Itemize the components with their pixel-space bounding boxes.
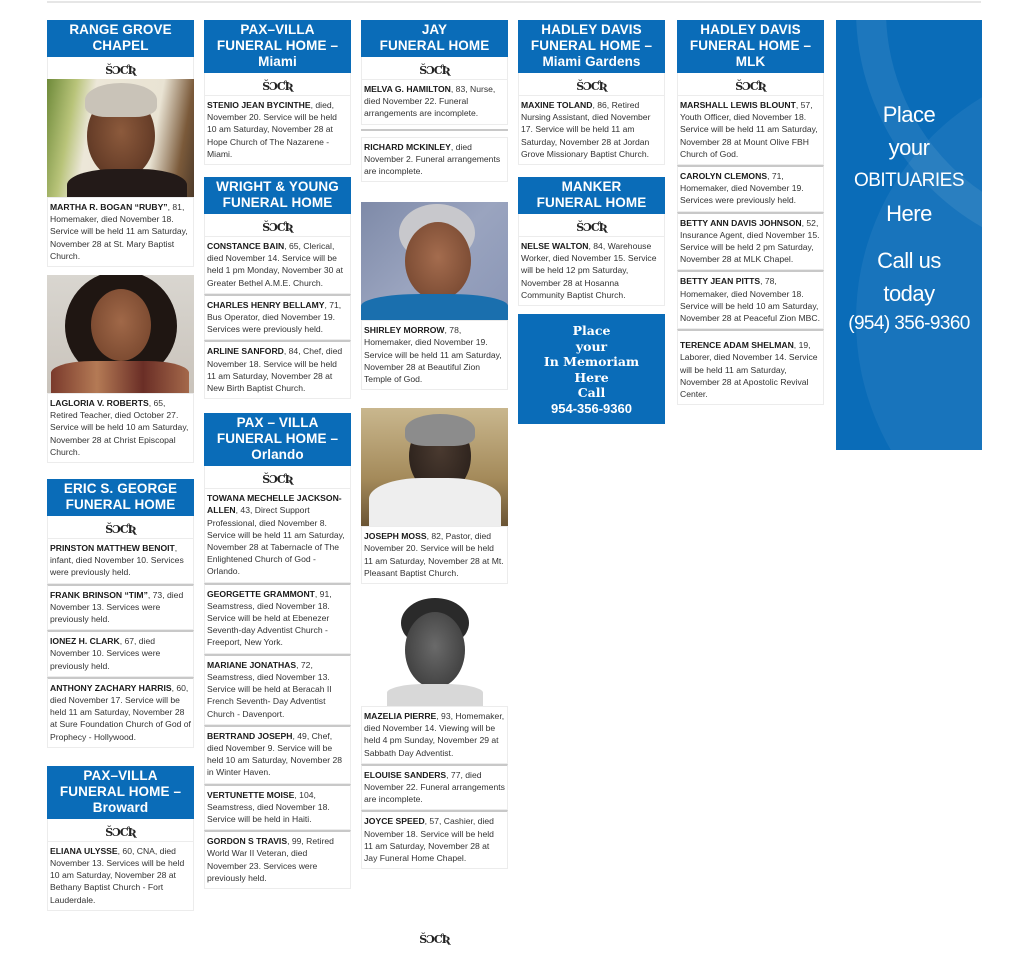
ornament-icon: ŠƆƇƦ [262,80,293,93]
ad-line: today [883,281,935,306]
header-line: PAX–VILLA [240,22,315,37]
obituary-text: , 71, Bus Operator, died November 19. Services were previously held. [207,299,342,335]
header-line: HADLEY DAVIS [541,22,642,37]
obituary-entry [47,584,194,631]
obituary-entry [204,583,351,654]
ornament-icon: ŠƆƇƦ [105,64,136,77]
header-line: MLK [735,54,766,69]
ornament-box [204,466,351,488]
ad-line: Place [882,102,936,127]
deceased-name: BERTRAND JOSEPH [207,730,293,741]
funeral-home-header [47,479,194,516]
column-2 [204,20,351,889]
ad-line: your [575,338,608,354]
ad-line: Place [572,323,611,339]
header-line: JAY [421,22,448,37]
obituary-entry [47,197,194,267]
header-line: ERIC S. GEORGE [63,481,178,497]
deceased-name: NELSE WALTON [521,241,589,252]
obituary-entry [677,212,824,271]
obituary-entry [518,236,665,306]
ornament-icon: ŠƆƇƦ [105,523,136,537]
deceased-name: BETTY JEAN PITTS [680,276,761,287]
deceased-name: JOSEPH MOSS [364,531,427,542]
header-line: FUNERAL HOME – [689,38,812,53]
obituary-text: , 78, Homemaker, died November 18. Service will be held 10 am Saturday, November 28 at Peaceful Zion MBC. [680,276,820,324]
obituary-text: , 71, Homemaker, died November 19. Services were previously held. [680,171,804,206]
header-line: CHAPEL [92,38,149,53]
obituary-entry [518,95,665,165]
column-3 [361,20,508,869]
ornament-box [518,73,665,95]
header-line: FUNERAL HOME [379,38,490,53]
ornament-box [47,57,194,79]
column-4 [518,20,665,424]
deceased-name: GEORGETTE GRAMMONT [207,588,315,599]
header-line: FUNERAL HOME [536,195,647,211]
funeral-home-header [518,20,665,73]
obituary-text: , 60, CNA, died November 13. Services will be held 10 am Saturday, November 28 at Bethany Baptist Church - Fort Lauderdale. [50,845,185,905]
obituary-text: , 99, Retired World War II Veteran, died November 23. Services were previously held. [207,836,334,883]
column-1 [47,20,194,911]
header-line: Broward [92,799,149,815]
obituary-entry [47,538,194,584]
obituary-entry [204,784,351,831]
obituary-text: , 72, Seamstress, died November 13. Service will be held at Beracah II French Seventh- Day Adventist Church - Davenport. [207,659,332,719]
photo-lagloria-roberts [47,275,194,393]
deceased-name: TERENCE ADAM SHELMAN [680,340,794,351]
deceased-name: FRANK BRINSON “TIM” [50,589,148,600]
funeral-home-header [204,413,351,466]
obituary-entry [204,236,351,294]
ad-phone: 954-356-9360 [551,400,632,416]
header-line: Orlando [251,447,304,463]
obituary-text: , 49, Chef, died November 9. Service will be held 10 am Saturday, November 28 in Winter Haven. [207,730,343,778]
funeral-home-header [204,20,351,73]
obituary-entry [361,137,508,183]
obituary-text: , died November 2. Funeral arrangements are incomplete. [364,141,501,177]
photo-shirley-morrow [361,202,508,320]
obituary-entry [204,488,351,582]
obituary-entry [361,320,508,390]
obituary-text: , 60, died November 17. Service will be held 11 am Saturday, November 28 at Sure Foundation Church of God of Prophecy - Hollywood. [50,682,191,742]
obituary-text: , 57, Cashier, died November 18. Service will be held 11 am Saturday, November 28 at Jay Funeral Home Chapel. [364,816,494,864]
obituary-text: , 19, Laborer, died November 14. Service will be held 11 am Saturday, November 28 at Apostolic Revival Center. [680,340,818,400]
deceased-name: MAXINE TOLAND [521,100,593,110]
ad-line: Here [886,201,932,226]
obituary-text: , 84, Chef, died November 18. Service will be held 11 am Saturday, November 28 at New Birth Baptist Church. [207,346,343,394]
deceased-name: ELOUISE SANDERS [364,769,447,780]
obituary-entry [47,677,194,748]
obituary-entry [677,95,824,165]
header-line: RANGE GROVE [69,22,172,37]
deceased-name: MELVA G. HAMILTON [364,84,451,94]
obituary-text: , 65, Clerical, died November 14. Service will be held 1 pm Monday, November 30 at Greater Bethel A.M.E. Church. [207,241,343,288]
deceased-name: ARLINE SANFORD [207,346,284,357]
header-line: FUNERAL HOME [222,195,333,211]
ornament-icon: ŠƆƇƦ [105,825,136,839]
obituary-text: , 57, Youth Officer, died November 18. Service will be held 11 am Saturday, November 28 at Mount Olive FBH Church of God. [680,100,818,159]
ad-line: Here [574,369,609,385]
obituary-text: , 73, died November 13. Services were previously held. [50,589,184,625]
obituary-text: , 77, died November 22. Funeral arrangements are incomplete. [364,769,505,805]
ad-line: In Memoriam [543,354,640,370]
obituary-text: , 82, Pastor, died November 20. Service will be held 11 am Saturday, November 28 at Mt. Pleasant Baptist Church. [364,531,504,578]
obituary-text: , 43, Direct Support Professional, died November 8. Service will be held 11 am Saturday, November 28 at Tabernacle of The Enlightened Church of God - Orlando. [207,505,345,577]
obituary-entry [677,329,824,405]
deceased-name: STENIO JEAN BYCINTHE [207,100,311,110]
obituary-entry [361,526,508,584]
obituary-entry [204,725,351,784]
deceased-name: JOYCE SPEED [364,816,425,827]
obituary-text: , 78, Homemaker, died November 19. Service will be held 11 am Saturday, November 28 at Beautiful Zion Temple of God. [364,325,502,385]
deceased-name: CAROLYN CLEMONS [680,171,768,182]
ornament-box [47,516,194,538]
photo-martha-bogan [47,79,194,197]
obituary-text: , infant, died November 10. Services were previously held. [50,543,184,578]
ad-line: OBITUARIES [853,170,965,191]
obituary-text: , 93, Homemaker, died November 14. Viewing will be held 4 pm Sunday, November 29 at Sabbath Day Adventist. [364,711,505,758]
obituary-entry [361,706,508,764]
deceased-name: VERTUNETTE MOISE [207,789,295,800]
obituary-text: , 52, Insurance Agent, died November 15. Service will be held 2 pm Saturday, November 28 at MLK Chapel. [680,217,820,265]
funeral-home-header [361,20,508,57]
deceased-name: MARIANE JONATHAS [207,659,297,670]
obituary-entry [361,764,508,811]
ad-phone: (954) 356-9360 [848,313,970,334]
funeral-home-header [47,766,194,819]
obituary-entry [204,654,351,725]
deceased-name: MAZELIA PIERRE [364,711,437,722]
obituary-text: , 91, Seamstress, died November 18. Service will be held at Ebenezer Seventh-day Adventist Church - Freeport, New York. [207,588,332,648]
ornament-box [47,819,194,841]
ornament-icon: ŠƆƇƦ [735,80,766,93]
header-line: WRIGHT & YOUNG [216,179,339,195]
obituary-entry [204,95,351,165]
obituary-entry [361,810,508,869]
deceased-name: RICHARD MCKINLEY [364,141,451,152]
ornament-icon: ŠƆƇƦ [419,64,450,77]
deceased-name: CHARLES HENRY BELLAMY [207,299,325,310]
obituary-text: , died, November 20. Service will be held 10 am Saturday, November 28 at Hope Church of The Nazarene - Miami. [207,100,337,159]
ornament-icon: ŠƆƇƦ [419,933,450,946]
deceased-name: ELIANA ULYSSE [50,845,118,856]
ad-line: your [888,135,930,160]
obituary-entry [47,393,194,463]
header-line: MANKER [561,179,622,195]
obituary-text: , 83, Nurse, died November 22. Funeral arrangements are incomplete. [364,84,496,119]
funeral-home-header [204,177,351,214]
obituary-text: , 65, Retired Teacher, died October 27. Service will be held 10 am Saturday, November 28 at Christ Episcopal Church. [50,398,189,457]
obituary-entry [204,830,351,889]
deceased-name: CONSTANCE BAIN [207,241,285,252]
deceased-name: PRINSTON MATTHEW BENOIT [50,543,175,554]
header-line: PAX – VILLA [236,415,319,431]
obituary-entry [361,79,508,125]
ornament-icon: ŠƆƇƦ [262,221,293,235]
obituary-entry [47,630,194,677]
deceased-name: GORDON S TRAVIS [207,836,288,847]
funeral-home-header [47,20,194,57]
obituary-text: , 81, Homemaker, died November 18. Service will be held 11 am Saturday, November 28 at St. Mary Baptist Church. [50,202,188,261]
deceased-name: MARTHA R. BOGAN “RUBY” [50,202,168,212]
deceased-name: LAGLORIA V. ROBERTS [50,398,149,409]
photo-joseph-moss [361,408,508,526]
header-line: PAX–VILLA [83,767,158,783]
deceased-name: TOWANA MECHELLE JACKSON-ALLEN [207,493,342,516]
ornament-box [361,57,508,79]
obituary-text: , 84, Warehouse Worker, died November 15. Service will be held 12 pm Saturday, November 28 at Hosanna Community Baptist Church. [521,241,657,300]
header-line: FUNERAL HOME [65,497,176,513]
obituary-entry [204,294,351,341]
obituary-text: , 86, Retired Nursing Assistant, died November 17. Service will be held 11 am Saturday, November 28 at Jordan Grove Missionary Baptist Church. [521,100,651,159]
obituary-entry [204,340,351,399]
obituary-entry [677,165,824,212]
obituary-text: , 104, Seamstress, died November 18. Service will be held in Haiti. [207,789,330,824]
in-memoriam-ad[interactable] [518,314,665,424]
obituary-entry [47,841,194,911]
top-rule [47,1,981,3]
ornament-icon: ŠƆƇƦ [576,221,607,235]
ornament-box [677,73,824,95]
funeral-home-header [677,20,824,73]
obituary-entry [677,270,824,329]
header-line: FUNERAL HOME – [216,38,339,53]
deceased-name: BETTY ANN DAVIS JOHNSON [680,217,802,228]
deceased-name: MARSHALL LEWIS BLOUNT [680,100,796,110]
header-line: Miami Gardens [542,54,641,69]
deceased-name: SHIRLEY MORROW [364,325,445,336]
header-line: HADLEY DAVIS [700,22,801,37]
photo-mazelia-pierre [361,598,508,706]
header-line: FUNERAL HOME – [216,431,339,447]
ad-line: Call us [877,248,941,273]
obituary-text: , 67, died November 10. Services were previously held. [50,636,161,671]
ornament-box [518,214,665,236]
ornament-box [204,73,351,95]
funeral-home-header [518,177,665,214]
ornament-icon: ŠƆƇƦ [576,80,607,93]
header-line: Miami [258,54,297,69]
header-line: FUNERAL HOME – [59,783,182,799]
place-obituaries-ad[interactable] [836,20,982,450]
deceased-name: IONEZ H. CLARK [50,636,120,647]
bottom-ornament [361,930,508,948]
ad-line: Call [577,385,606,401]
ornament-icon: ŠƆƇƦ [262,473,293,487]
header-line: FUNERAL HOME – [530,38,653,53]
column-5 [677,20,824,405]
deceased-name: ANTHONY ZACHARY HARRIS [50,682,172,693]
ornament-box [204,214,351,236]
